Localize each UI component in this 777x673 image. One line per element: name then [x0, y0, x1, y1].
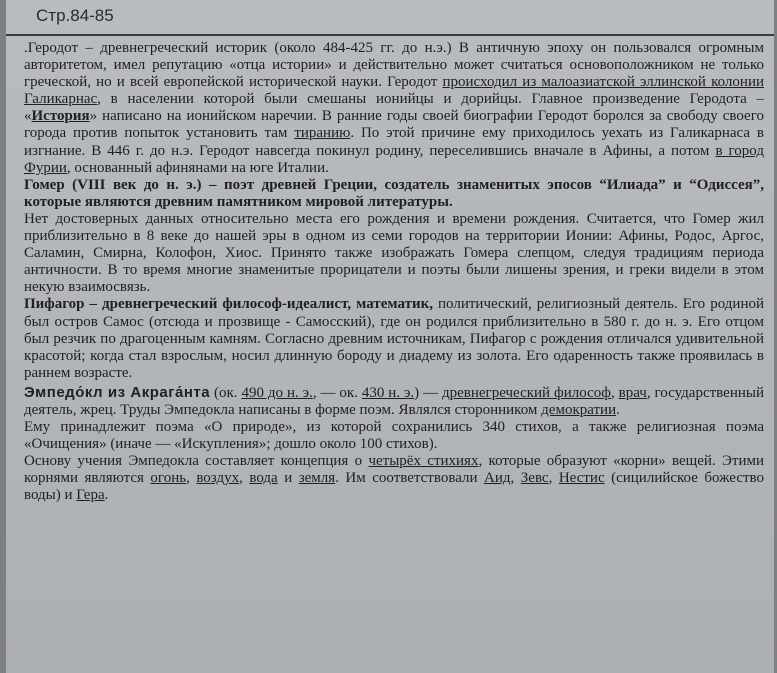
link-nestis[interactable]: Нестис	[558, 470, 605, 487]
text-span: .Геродот – древнегреческий историк (около 484-425 гг. до н.э.) В античную эпоху он пользовался огромным авторитетом, имел репутацию «отца истории» и действительно может считаться основоположником не только греческой, но и всей европейской исторической науки. Геродот	[24, 40, 764, 91]
text-span: (ок.	[210, 384, 242, 401]
link-thurii[interactable]: в город Фурии	[24, 142, 764, 176]
text-span: ,	[239, 470, 250, 487]
page-reference: Стр.84-85	[36, 6, 114, 25]
link-zeus[interactable]: Зевс	[520, 470, 549, 487]
link-history[interactable]: История	[31, 108, 90, 125]
text-span: ,	[510, 470, 521, 487]
link-fire[interactable]: огонь	[150, 470, 187, 487]
text-span: Основу учения Эмпедокла составляет концепция о	[24, 453, 369, 470]
link-halicarnassus[interactable]: происходил из малоазиатской эллинской колонии Галикарнас	[24, 74, 764, 108]
link-four-elements[interactable]: четырёх стихиях	[368, 453, 479, 470]
text-span: ,	[548, 470, 559, 487]
empedocles-paragraph	[24, 384, 764, 419]
text-span: , основанный афинянами на юге Италии.	[66, 159, 329, 176]
link-water[interactable]: вода	[249, 470, 278, 487]
document-page	[6, 0, 774, 673]
link-430-ad[interactable]: 430 н. э.	[361, 384, 415, 401]
text-span: . По этой причине ему приходилось уехать из Галикарнаса в изгнание. В 446 г. до н.э. Геродот навсегда покинул родину, переселившись вначале в Афины, а потом	[24, 125, 764, 159]
text-span: ,	[186, 470, 197, 487]
empedocles-elements-paragraph	[24, 453, 764, 504]
text-span: и	[277, 470, 299, 487]
link-air[interactable]: воздух	[196, 470, 240, 487]
text-span: , которые образуют «корни» вещей. Этими корнями являются	[24, 453, 764, 487]
pythagoras-paragraph	[24, 296, 764, 381]
text-span: , в населении которой были смешаны ионийцы и дорийцы. Главное произведение Геродота – «	[24, 91, 764, 125]
link-democracy[interactable]: демократии	[541, 401, 617, 418]
text-span: ,	[610, 384, 619, 401]
herodotus-paragraph	[24, 40, 764, 177]
text-span: (сицилийское божество воды) и	[24, 470, 765, 504]
homer-paragraph: Нет достоверных данных относительно места его рождения и времени рождения. Считается, что Гомер жил приблизительно в 8 веке до нашей эры в одном из семи городов на территории Ионии: Афины, Родос, Аргос, Саламин, Смирна, Колофон, Хиос. Принято также изображать Гомера слепцом, следуя традициям периода античности. В то время многие знаменитые прорицатели и поэты были лишены зрения, и греки видели в этом некую взаимосвязь.	[24, 210, 764, 296]
text-span: » написано на ионийском наречии. В ранние годы своей биографии Геродот боролся за свободу своего города против попыток установить там	[24, 108, 764, 142]
homer-heading	[24, 177, 764, 211]
link-hera[interactable]: Гера	[76, 487, 105, 504]
empedocles-poems-paragraph: Ему принадлежит поэма «О природе», из которой сохранились 340 стихов, а также религиозная поэма «Очищения» (иначе — «Искупления»; дошло около 100 стихов).	[24, 419, 764, 453]
link-tyranny[interactable]: тиранию	[294, 125, 351, 142]
text-span: политический, религиозный деятель. Его родиной был остров Самос (отсюда и прозвище - Самосский), где он родился приблизительно в 580 г. до н. э. Его отцом был резчик по драгоценным камням. Согласно древним источникам, Пифагор с рождения отличался удивительной красотой; когда стал взрослым, носил длинную бороду и диадему из золота. Его одаренность также проявилась в раннем возрасте.	[24, 296, 764, 381]
link-philosopher[interactable]: древнегреческий философ	[442, 384, 611, 401]
page-header	[6, 0, 774, 36]
link-doctor[interactable]: врач	[618, 384, 647, 401]
text-span: .	[104, 487, 109, 504]
link-490-bc[interactable]: 490 до н. э.	[241, 384, 313, 401]
homer-heading-text: Гомер (VIII век до н. э.) – поэт древней Греции, создатель знаменитых эпосов “Илиада” и “Одиссея”, которые являются древним памятником мировой литературы.	[24, 176, 764, 210]
text-span: , — ок.	[312, 384, 362, 401]
pythagoras-heading: Пифагор – древнегреческий философ-идеалист, математик,	[24, 296, 433, 313]
link-hades[interactable]: Аид	[484, 470, 511, 487]
text-span: . Им соответствовали	[335, 470, 485, 487]
link-earth[interactable]: земля	[298, 470, 336, 487]
document-body	[24, 40, 764, 505]
text-span: .	[616, 401, 620, 418]
empedocles-heading: Эмпедо́кл из Акрага́нта	[24, 383, 211, 401]
text-span: ) —	[414, 384, 442, 401]
text-span: , государственный деятель, жрец. Труды Эмпедокла написаны в форме поэм. Являлся сторонником	[24, 384, 764, 418]
